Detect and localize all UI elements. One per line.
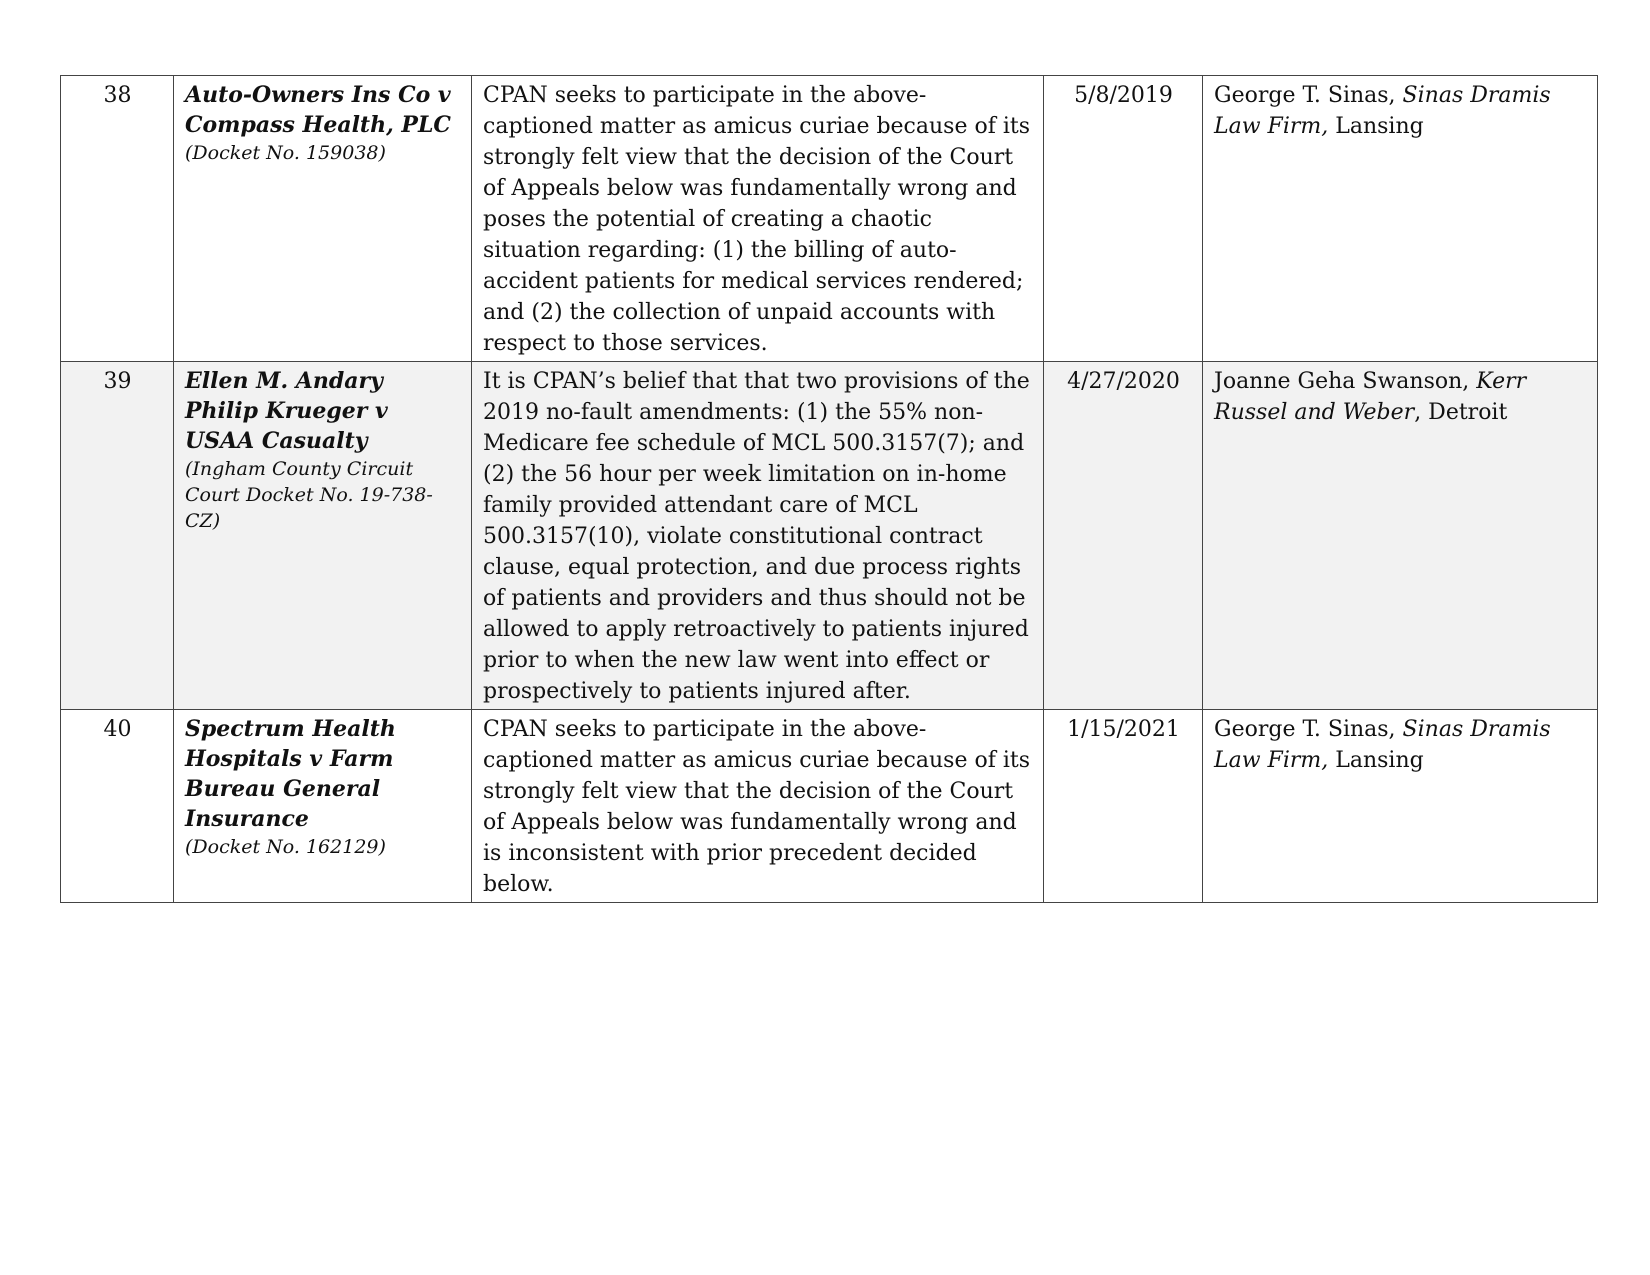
law-firm: Sinas Dramis Law Firm, <box>1214 717 1551 773</box>
attorney-name: George T. Sinas, <box>1214 83 1403 108</box>
case-description: It is CPAN’s belief that that two provisions of the 2019 no-fault amendments: (1) the 55% non-Medicare fee schedule of MCL 500.3157(7); and (2) the 56 hour per week limitation on in-home family provided attendant care of MCL 500.3157(10), violate constitutional contract clause, equal protection, and due process rights of patients and providers and thus should not be allowed to apply retroactively to patients injured prior to when the new law went into effect or prospectively to patients injured after. <box>483 369 1030 704</box>
description-cell <box>472 76 1044 362</box>
case-description: CPAN seeks to participate in the above-captioned matter as amicus curiae because of its strongly felt view that the decision of the Court of Appeals below was fundamentally wrong and poses the potential of creating a chaotic situation regarding: (1) the billing of auto-accident patients for medical services rendered; and (2) the collection of unpaid accounts with respect to those services. <box>483 83 1031 356</box>
firm-city: Lansing <box>1328 748 1424 773</box>
filing-date: 1/15/2021 <box>1044 710 1203 903</box>
law-firm: Kerr Russel and Weber <box>1214 369 1527 425</box>
table-row <box>61 362 1598 710</box>
docket-number: (Docket No. 159038) <box>185 142 386 164</box>
case-name: Ellen M. Andary Philip Krueger v USAA Casualty <box>185 368 388 454</box>
description-cell <box>472 710 1044 903</box>
counsel-cell <box>1203 76 1598 362</box>
case-description: CPAN seeks to participate in the above-captioned matter as amicus curiae because of its strongly felt view that the decision of the Court of Appeals below was fundamentally wrong and is inconsistent with prior precedent decided below. <box>483 717 1031 897</box>
filing-date: 4/27/2020 <box>1044 362 1203 710</box>
case-number: 38 <box>61 76 174 362</box>
case-cell <box>174 362 472 710</box>
attorney-name: George T. Sinas, <box>1214 717 1403 742</box>
case-cell <box>174 76 472 362</box>
docket-number: (Ingham County Circuit Court Docket No. 19-738-CZ) <box>185 458 433 532</box>
case-number: 39 <box>61 362 174 710</box>
description-cell <box>472 362 1044 710</box>
case-name: Auto-Owners Ins Co v Compass Health, PLC <box>185 82 451 138</box>
attorney-name: Joanne Geha Swanson, <box>1214 369 1477 394</box>
docket-number: (Docket No. 162129) <box>185 836 386 858</box>
table-row <box>61 76 1598 362</box>
table-row <box>61 710 1598 903</box>
firm-city: Lansing <box>1328 114 1424 139</box>
amicus-cases-table <box>60 75 1598 903</box>
filing-date: 5/8/2019 <box>1044 76 1203 362</box>
counsel-cell <box>1203 362 1598 710</box>
case-name: Spectrum Health Hospitals v Farm Bureau General Insurance <box>185 716 396 832</box>
case-number: 40 <box>61 710 174 903</box>
case-cell <box>174 710 472 903</box>
firm-city: , Detroit <box>1414 400 1508 425</box>
counsel-cell <box>1203 710 1598 903</box>
law-firm: Sinas Dramis Law Firm, <box>1214 83 1551 139</box>
